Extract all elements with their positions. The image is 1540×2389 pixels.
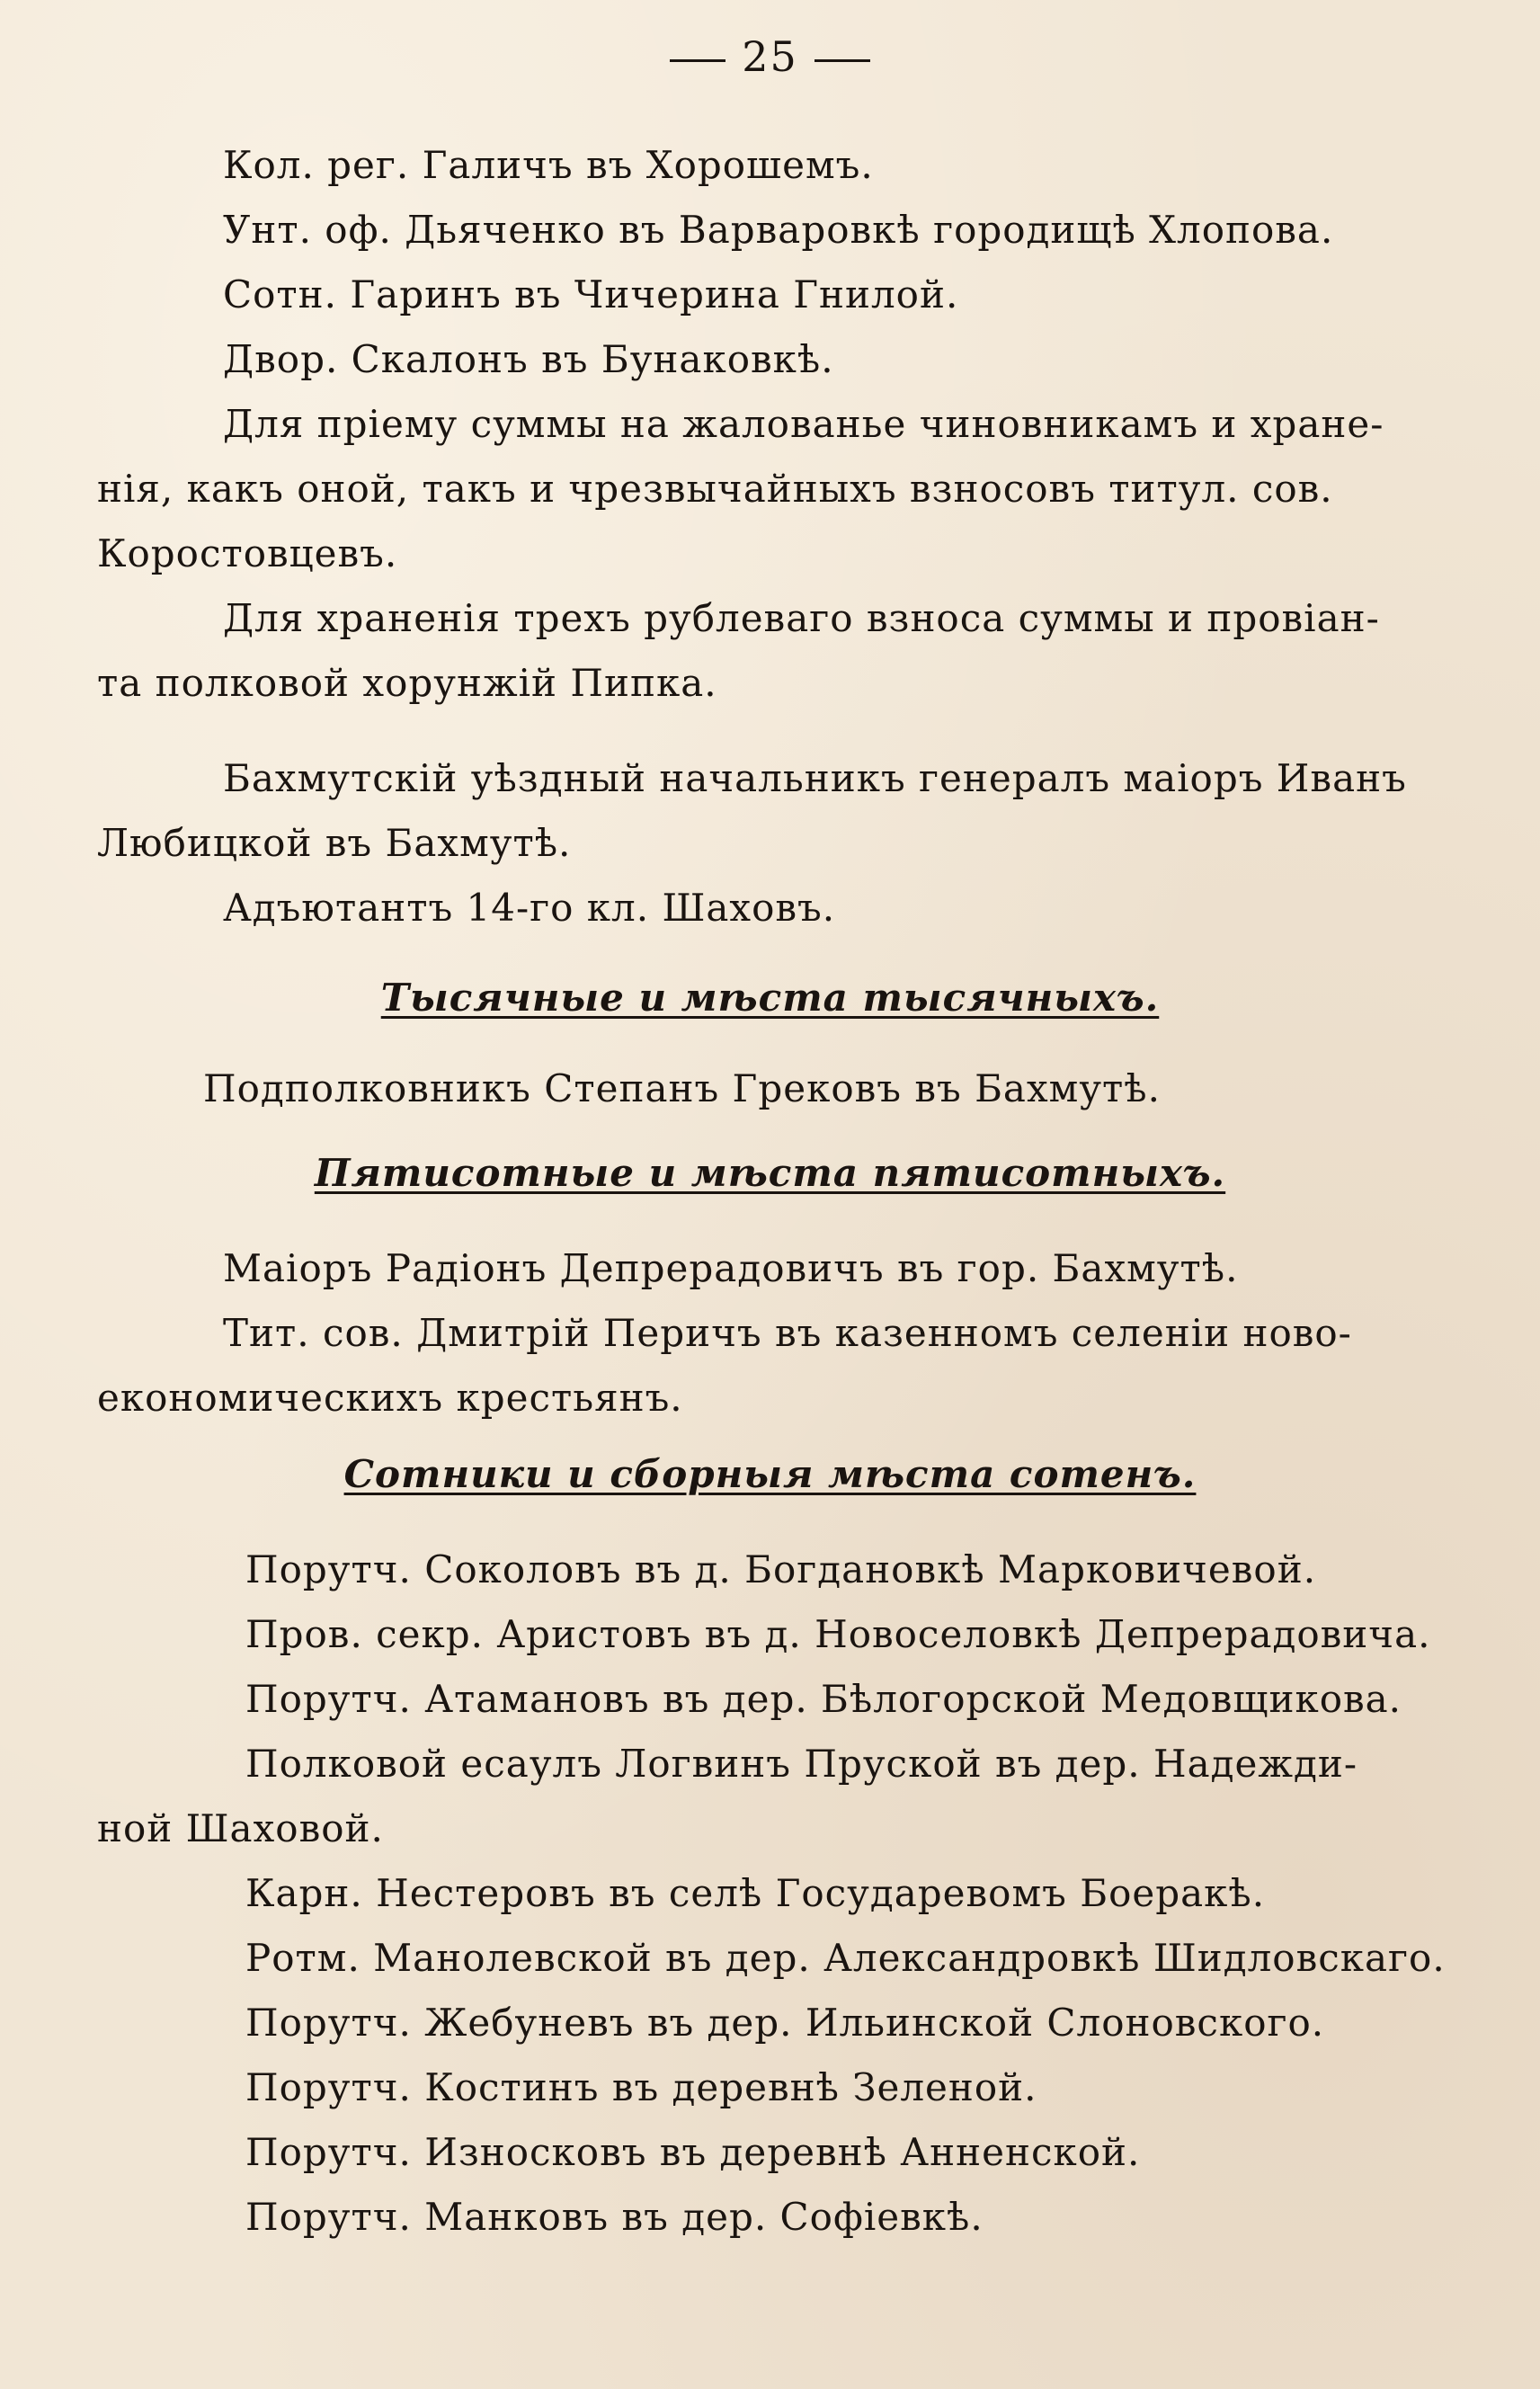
text-line: Ротм. Манолевской въ дер. Александровкѣ Шидловскаго. xyxy=(245,1936,1446,1980)
dash-left xyxy=(670,59,725,62)
text-line: Полковой есаулъ Логвинъ Пруской въ дер. Надежди- xyxy=(245,1742,1358,1786)
text-line: Бахмутскiй уѣздный начальникъ генералъ маiоръ Иванъ xyxy=(223,756,1407,800)
text-line: Адъютантъ 14-го кл. Шаховъ. xyxy=(223,886,836,930)
text-line: Для храненiя трехъ рублеваго взноса суммы и провiан- xyxy=(223,596,1380,640)
section-sotniki xyxy=(97,1538,1482,2250)
page-number xyxy=(0,32,1540,81)
text-line: Порутч. Атамановъ въ дер. Бѣлогорской Медовщикова. xyxy=(245,1677,1402,1721)
text-line: Карн. Нестеровъ въ селѣ Государевомъ Боеракѣ. xyxy=(245,1871,1266,1915)
dash-right xyxy=(815,59,870,62)
text-line: Для прiему суммы на жалованье чиновникамъ и хране- xyxy=(223,402,1384,446)
text-line: та полковой хорунжiй Пипка. xyxy=(97,661,717,705)
text-line: Порутч. Износковъ въ деревнѣ Анненской. xyxy=(245,2130,1141,2174)
text-line: нiя, какъ оной, такъ и чрезвычайныхъ взносовъ титул. сов. xyxy=(97,467,1333,511)
text-line: Маiоръ Радiонъ Депрерадовичъ въ гор. Бахмутѣ. xyxy=(223,1246,1239,1290)
section-thousands xyxy=(97,1056,1482,1121)
text-line: Кол. рег. Галичъ въ Хорошемъ. xyxy=(223,143,874,187)
text-line: Унт. оф. Дьяченко въ Варваровкѣ городищѣ Хлопова. xyxy=(223,208,1334,252)
text-line: Порутч. Соколовъ въ д. Богдановкѣ Марковичевой. xyxy=(245,1547,1317,1591)
text-line: Двор. Скалонъ въ Бунаковкѣ. xyxy=(223,337,834,381)
section-officials xyxy=(97,133,1482,716)
section-fivehundreds xyxy=(97,1236,1482,1431)
text-line: Порутч. Жебуневъ въ дер. Ильинской Слоновского. xyxy=(245,2001,1325,2045)
text-line: економическихъ крестьянъ. xyxy=(97,1376,683,1420)
section-uezd-chief xyxy=(97,746,1482,940)
text-line: Подполковникъ Степанъ Грековъ въ Бахмутѣ. xyxy=(203,1066,1161,1110)
text-line: Сотн. Гаринъ въ Чичерина Гнилой. xyxy=(223,272,959,316)
text-line: Любицкой въ Бахмутѣ. xyxy=(97,821,572,865)
heading-fivehundreds: Пятисотные и мѣста пятисотныхъ. xyxy=(314,1151,1226,1195)
text-line: Тит. сов. Дмитрiй Перичъ въ казенномъ селенiи ново- xyxy=(223,1311,1352,1355)
text-line: Порутч. Костинъ въ деревнѣ Зеленой. xyxy=(245,2065,1037,2109)
text-line: Порутч. Манковъ въ дер. Софiевкѣ. xyxy=(245,2195,984,2239)
text-line: Коростовцевъ. xyxy=(97,531,398,575)
text-line: ной Шаховой. xyxy=(97,1806,384,1850)
text-line: Пров. секр. Аристовъ въ д. Новоселовкѣ Депрерадовича. xyxy=(245,1612,1431,1656)
heading-thousands: Тысячные и мѣста тысячныхъ. xyxy=(380,976,1160,1020)
page-number-value: 25 xyxy=(742,32,798,81)
heading-sotniki: Сотники и сборныя мѣста сотенъ. xyxy=(343,1452,1197,1496)
